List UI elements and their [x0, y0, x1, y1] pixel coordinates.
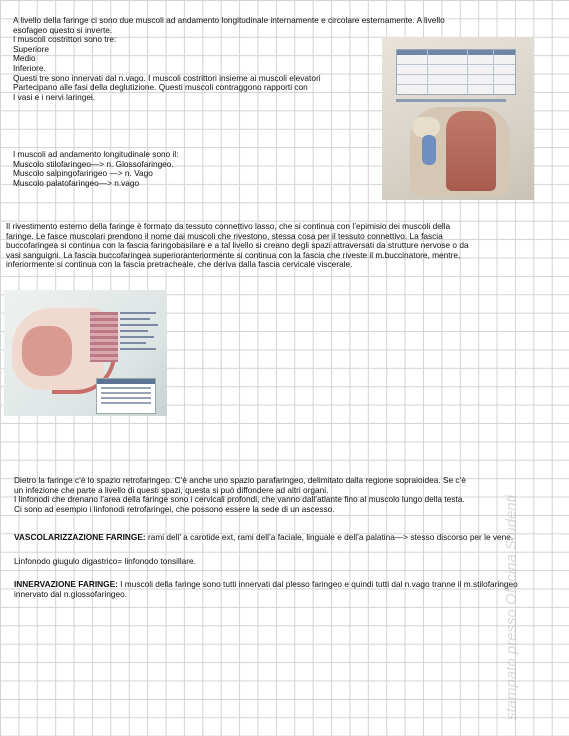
vascularization-heading: VASCOLARIZZAZIONE FARINGE:: [14, 532, 146, 542]
longitudinal-muscles-list: [13, 150, 179, 188]
innervation-text: I muscoli della faringe sono tutti innervati dal plesso faringeo e quindi tutti dal n.vago tranne il m.stilofaringeo innervato dal n.glossofaringeo.: [14, 579, 518, 599]
watermark: stampato presso Officina Studenti: [503, 494, 520, 720]
text-line: Questi tre sono innervati dal n.vago. I muscoli costrittori insieme ai muscoli elevatori: [13, 72, 321, 83]
text-line: Ci sono ad esempio i linfonodi retrofaringei, che possono essere la sede di un ascesso.: [14, 503, 335, 514]
slide-caption-box: [96, 378, 156, 414]
vascularization-paragraph: [14, 533, 544, 543]
text-line: I linfonodi che drenano l’area della faringe sono i cervicali profondi, che vanno dall’atlante fino al muscolo lungo della testa.: [14, 494, 465, 505]
intro-paragraph: [13, 16, 445, 102]
slide-photo-muscles: [382, 37, 534, 200]
text-line: vasi sanguigni. La fascia buccofaringea superioranteriormente si continua con la fascia che riveste il m.buccinatore, mentre,: [6, 249, 461, 260]
text-line: Dietro la faringe c’è lo spazio retrofaringeo. C’è anche uno spazio parafaringeo, delimitato dalla regione sopraioidea. Se c’è: [14, 475, 466, 485]
text-line: I muscoli costrittori sono tre:: [13, 34, 117, 45]
text-line: esofageo questo si inverte.: [13, 24, 113, 35]
text-line: faringe. Le fasce muscolari prendono il nome dai muscoli che rivestono, stessa cosa per il tessuto connettivo. La fascia: [6, 230, 443, 241]
text-line: Muscolo palatofaringeo—> n.vago: [13, 177, 140, 188]
text-line: Partecipano alle fasi della deglutizione. Questi muscoli contraggono rapporti con: [13, 82, 308, 93]
slide-photo-sagittal: [4, 290, 167, 416]
fascia-paragraph: [6, 222, 469, 270]
text-line: Muscolo salpingofaringeo —> n. Vago: [13, 168, 153, 179]
text-line: Superiore: [13, 43, 49, 54]
text-line: inferiormente si continua con la fascia pretracheale, che deriva dalla fascia cervicale viscerale.: [6, 259, 353, 270]
text-line: Muscolo stilofaringeo—> n. Glossofaringeo.: [13, 158, 174, 169]
innervation-paragraph: [14, 580, 544, 599]
text-line: Inferiore.: [13, 62, 46, 73]
text-line: I muscoli ad andamento longitudinale sono il:: [13, 149, 179, 159]
text-line: Il rivestimento esterno della faringe è formato da tessuto connettivo lasso, che si continua con l’epimisio dei muscoli della: [6, 221, 451, 231]
innervation-heading: INNERVAZIONE FARINGE:: [14, 579, 118, 589]
text-line: un infezione che parte a livello di questi spazi, questa si può diffondere ad altri organi.: [14, 484, 329, 495]
slide-table: [396, 49, 516, 95]
vascularization-text: rami dell’ a carotide ext, rami dell’a faciale, linguale e dell’a palatina—> stesso discorso per le vene.: [145, 532, 514, 542]
text-line: A livello della faringe ci sono due muscoli ad andamento longitudinale internamente e circolare esternamente. A livello: [13, 15, 445, 25]
text-line: buccofaringea si continua con la fascia faringobasilare e a tal livello si creano degli spazi attraversati da strutture nervose o da: [6, 240, 469, 251]
text-line: I vasi e i nervi laringei.: [13, 91, 96, 102]
slide-legend: [120, 312, 164, 360]
lymph-node-line: Linfonodo giugulo digastrico= linfonodo tonsillare.: [14, 556, 196, 566]
text-line: Medio: [13, 53, 36, 64]
retropharyngeal-paragraph: [14, 476, 466, 514]
